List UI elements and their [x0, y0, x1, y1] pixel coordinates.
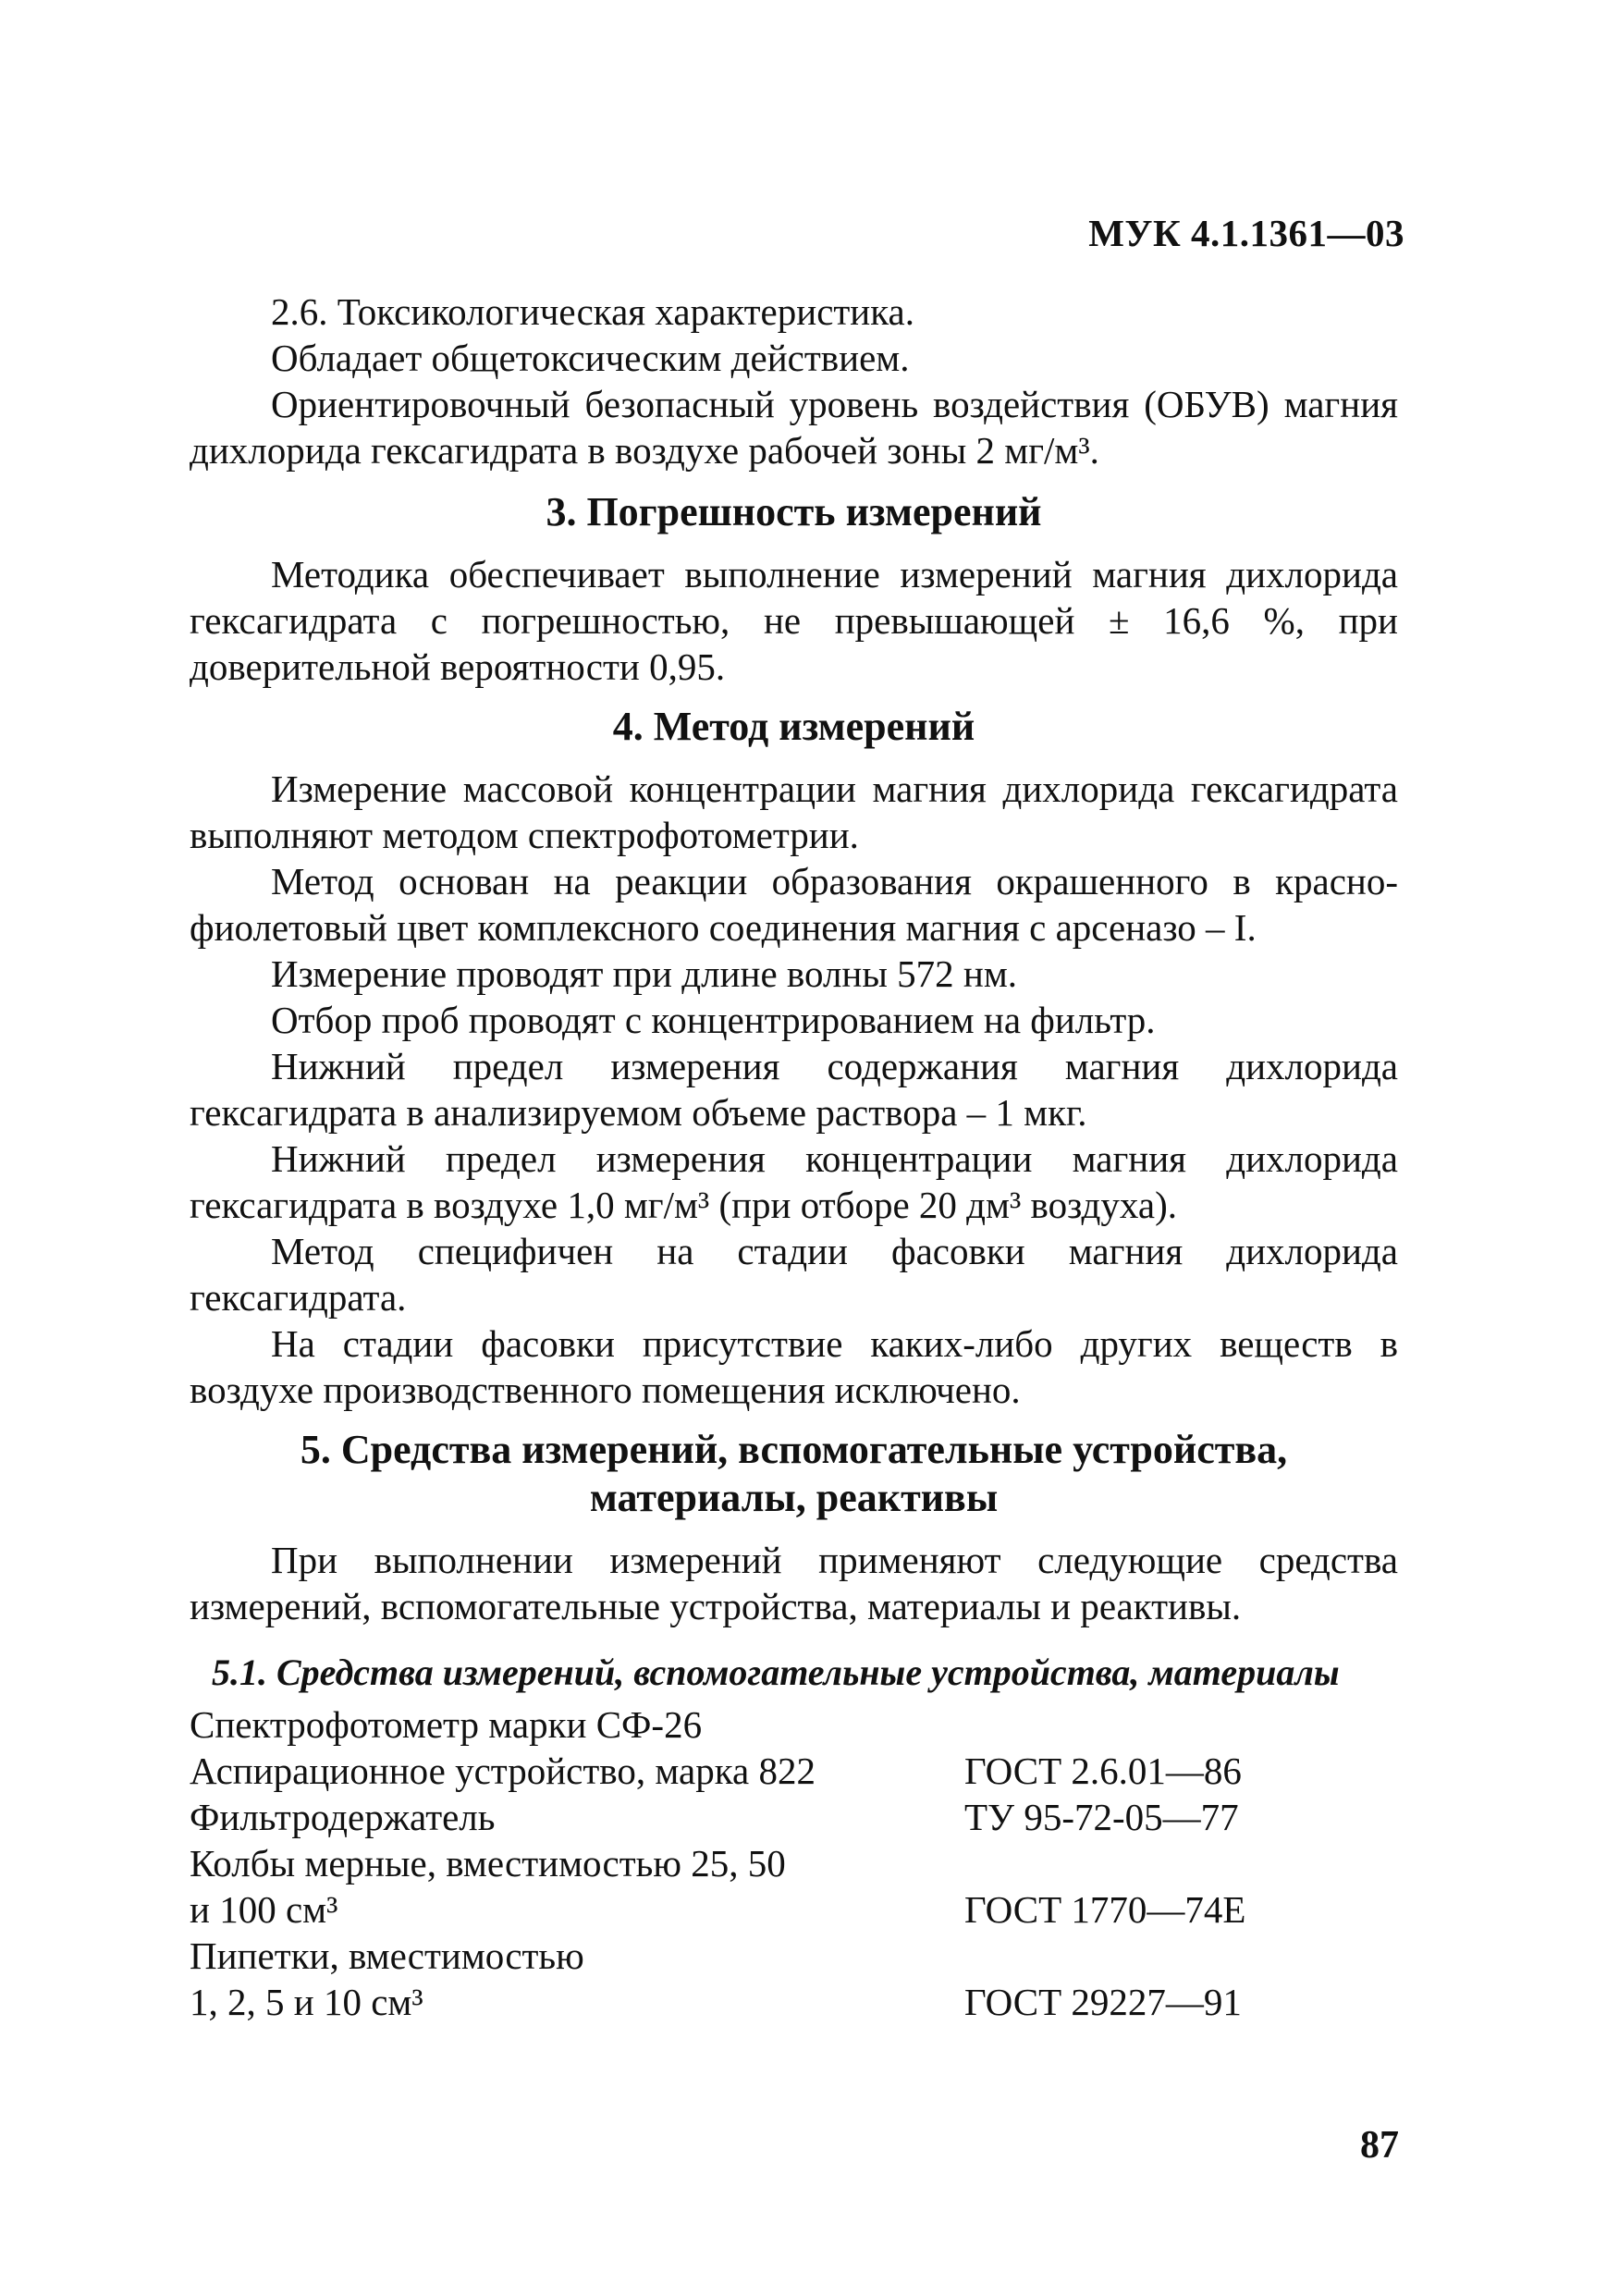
equipment-name-line: и 100 см³	[190, 1888, 338, 1931]
equipment-table	[190, 1701, 1398, 2025]
section-5-heading-line-2: материалы, реактивы	[589, 1475, 999, 1520]
section-4-paragraph-8: На стадии фасовки присутствие каких-либо других веществ в воздухе производственного помещения исключено.	[190, 1322, 1398, 1411]
section-2-6-title: 2.6. Токсикологическая характеристика.	[271, 290, 914, 333]
equipment-standard	[964, 1701, 1398, 1748]
section-2-6-line-1: Обладает общетоксическим действием.	[271, 337, 910, 379]
equipment-row	[190, 1840, 1398, 1933]
section-4-paragraph-1: Измерение массовой концентрации магния дихлорида гексагидрата выполняют методом спектрофотометрии.	[190, 767, 1398, 856]
section-3-paragraph: Методика обеспечивает выполнение измерений магния дихлорида гексагидрата с погрешностью, не превышающей ± 16,6 %, при доверительной вероятности 0,95.	[190, 553, 1398, 688]
section-4-paragraph-7: Метод специфичен на стадии фасовки магния дихлорида гексагидрата.	[190, 1230, 1398, 1319]
section-5-heading	[190, 1426, 1398, 1522]
equipment-name	[190, 1748, 964, 1794]
equipment-name	[190, 1933, 964, 2025]
equipment-standard: ГОСТ 2.6.01—86	[964, 1750, 1242, 1792]
section-4-heading: 4. Метод измерений	[612, 704, 975, 749]
section-3-heading: 3. Погрешность измерений	[546, 489, 1042, 534]
equipment-standard: ГОСТ 29227—91	[964, 1981, 1242, 2023]
section-5-1-subheading: 5.1. Средства измерений, вспомогательные устройства, материалы	[212, 1651, 1340, 1693]
page-number: 87	[1360, 2124, 1399, 2167]
equipment-name-line: Спектрофотометр марки СФ-26	[190, 1703, 703, 1746]
equipment-standard: ГОСТ 1770—74Е	[964, 1888, 1246, 1931]
equipment-name-line: 1, 2, 5 и 10 см³	[190, 1981, 423, 2023]
section-4-paragraph-6: Нижний предел измерения концентрации магния дихлорида гексагидрата в воздухе 1,0 мг/м³ (при отборе 20 дм³ воздуха).	[190, 1137, 1398, 1226]
equipment-name-line: Фильтродержатель	[190, 1796, 496, 1838]
equipment-row	[190, 1701, 1398, 1748]
equipment-name	[190, 1840, 964, 1933]
section-4-paragraph-3: Измерение проводят при длине волны 572 нм.	[271, 952, 1018, 995]
equipment-name-line: Аспирационное устройство, марка 822	[190, 1750, 816, 1792]
equipment-name	[190, 1794, 964, 1840]
section-4-paragraph-2: Метод основан на реакции образования окрашенного в красно-фиолетовый цвет комплексного соединения магния с арсеназо – I.	[190, 860, 1398, 949]
equipment-name-line: Колбы мерные, вместимостью 25, 50	[190, 1842, 786, 1885]
section-4-paragraph-5: Нижний предел измерения содержания магния дихлорида гексагидрата в анализируемом объеме раствора – 1 мкг.	[190, 1045, 1398, 1134]
section-4-paragraph-4: Отбор проб проводят с концентрированием на фильтр.	[271, 999, 1156, 1041]
section-5-paragraph: При выполнении измерений применяют следующие средства измерений, вспомогательные устройства, материалы и реактивы.	[190, 1539, 1398, 1627]
document-code: МУК 4.1.1361—03	[1088, 212, 1404, 254]
section-5-heading-line-1: 5. Средства измерений, вспомогательные устройства,	[300, 1427, 1288, 1472]
equipment-name	[190, 1701, 964, 1748]
equipment-row	[190, 1794, 1398, 1840]
equipment-name-line: Пипетки, вместимостью	[190, 1934, 584, 1977]
section-2-6-line-2: Ориентировочный безопасный уровень воздействия (ОБУВ) магния дихлорида гексагидрата в воздухе рабочей зоны 2 мг/м³.	[190, 383, 1398, 472]
equipment-row	[190, 1748, 1398, 1794]
equipment-row	[190, 1933, 1398, 2025]
equipment-standard: ТУ 95-72-05—77	[964, 1796, 1239, 1838]
page-content	[190, 289, 1398, 2025]
